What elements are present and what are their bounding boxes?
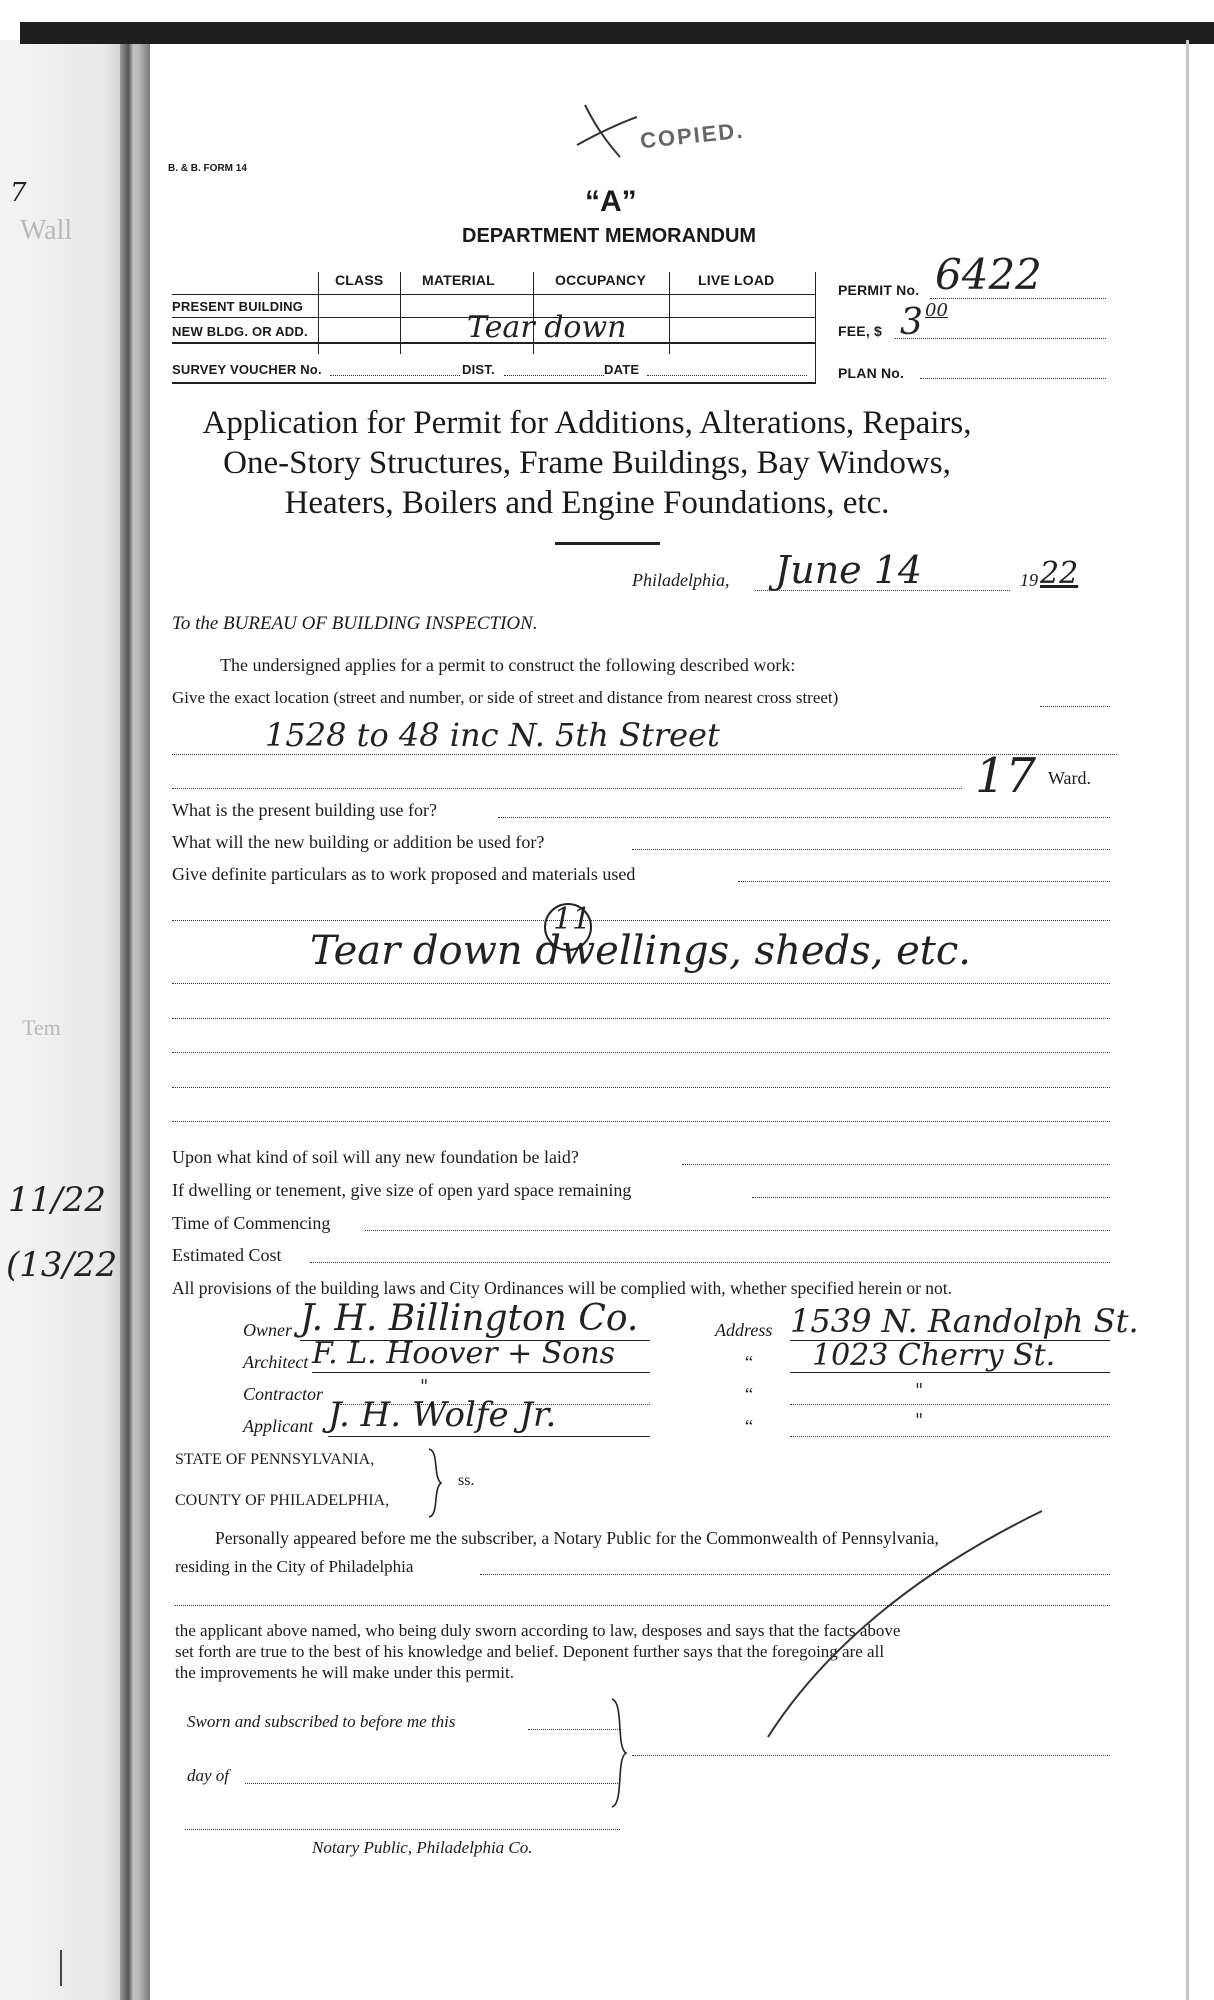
to-line: To the BUREAU OF BUILDING INSPECTION. <box>172 613 538 634</box>
commencing-question: Time of Commencing <box>172 1213 331 1233</box>
provisions-text: All provisions of the building laws and City Ordinances will be complied with, whether specified herein or not. <box>172 1278 953 1298</box>
owner-handwriting: J. H. Billington Co. <box>300 1298 639 1339</box>
ss-label: ss. <box>458 1472 475 1489</box>
location-handwriting: 1528 to 48 inc N. 5th Street <box>265 716 720 754</box>
margin-note: (13/22 <box>6 1245 118 1285</box>
owner-address-handwriting: 1539 N. Randolph St. <box>790 1302 1139 1340</box>
ditto-mark: “ <box>745 1352 753 1372</box>
ditto-mark: “ <box>745 1384 753 1404</box>
page-binding-edge <box>120 40 134 2000</box>
particulars-question: Give definite particulars as to work proposed and materials used <box>172 864 636 884</box>
year-prefix: 19 <box>1020 570 1038 590</box>
owner-label: Owner <box>243 1320 292 1340</box>
application-title-line: Application for Permit for Additions, Alterations, Repairs, <box>202 405 972 441</box>
col-header: MATERIAL <box>422 272 495 288</box>
col-header: CLASS <box>335 272 384 288</box>
permit-label: PERMIT No. <box>838 282 920 298</box>
document-title: DEPARTMENT MEMORANDUM <box>462 225 757 247</box>
state-label: STATE OF PENNSYLVANIA, <box>175 1451 375 1468</box>
address-label: Address <box>715 1320 773 1340</box>
cost-question: Estimated Cost <box>172 1245 282 1265</box>
application-title-line: One-Story Structures, Frame Buildings, Bay Windows, <box>223 445 951 481</box>
applicant-address-handwriting: " <box>915 1410 924 1431</box>
row-label: PRESENT BUILDING <box>172 299 304 314</box>
page-right-edge <box>1186 40 1189 2000</box>
survey-voucher-label: SURVEY VOUCHER No. <box>172 362 322 377</box>
architect-address-handwriting: 1023 Cherry St. <box>812 1338 1056 1373</box>
affidavit-line: the applicant above named, who being duly sworn according to law, desposes and says that the facts above <box>175 1621 901 1640</box>
present-use-question: What is the present building use for? <box>172 800 437 820</box>
form-id: B. & B. FORM 14 <box>168 163 247 174</box>
plan-label: PLAN No. <box>838 365 905 381</box>
affidavit-line: the improvements he will make under this permit. <box>175 1663 514 1682</box>
brace-icon <box>425 1447 449 1519</box>
notary-label: Notary Public, Philadelphia Co. <box>312 1838 533 1857</box>
copied-stamp: COPIED. <box>638 117 746 154</box>
ditto-mark: “ <box>745 1416 753 1436</box>
bleed-through-text: Tem <box>22 1015 61 1040</box>
place-label: Philadelphia, <box>632 570 730 590</box>
county-label: COUNTY OF PHILADELPHIA, <box>175 1492 390 1509</box>
work-description-handwriting: Tear down dwellings, sheds, etc. <box>310 928 971 974</box>
affidavit-line: set forth are true to the best of his knowledge and belief. Deponent further says that the foregoing are all <box>175 1642 885 1661</box>
ward-label: Ward. <box>1048 768 1092 788</box>
col-header: OCCUPANCY <box>555 272 646 288</box>
row-label: NEW BLDG. OR ADD. <box>172 324 308 339</box>
fee-amount: 3 <box>900 302 923 343</box>
form-letter: “A” <box>585 185 637 218</box>
soil-question: Upon what kind of soil will any new foundation be laid? <box>172 1147 579 1167</box>
fee-cents: 00 <box>925 300 948 321</box>
scan-top-bar <box>20 22 1214 44</box>
location-question: Give the exact location (street and number, or side of street and distance from nearest cross street) <box>172 688 839 707</box>
memo-table <box>172 272 816 384</box>
pen-stroke <box>760 1505 1050 1745</box>
margin-note: 7 <box>10 178 27 208</box>
new-use-question: What will the new building or addition be used for? <box>172 832 545 852</box>
contractor-handwriting: " <box>420 1376 429 1397</box>
permit-number: 6422 <box>935 250 1042 299</box>
application-title-line: Heaters, Boilers and Engine Foundations, etc. <box>284 485 890 521</box>
ward-handwriting: 17 <box>975 748 1037 804</box>
scan-artifact <box>60 1950 62 1986</box>
applicant-label: Applicant <box>243 1416 313 1436</box>
architect-label: Architect <box>243 1352 309 1372</box>
title-rule <box>555 542 660 545</box>
bleed-through-text: Wall <box>20 215 73 246</box>
sworn-text: Sworn and subscribed to before me this <box>187 1712 456 1731</box>
date-label: DATE <box>604 362 640 377</box>
circled-number: 11 <box>553 902 592 937</box>
architect-handwriting: F. L. Hoover + Sons <box>312 1336 616 1371</box>
col-header: LIVE LOAD <box>698 272 775 288</box>
margin-note: 11/22 <box>8 1180 106 1220</box>
brace-icon <box>608 1697 632 1809</box>
contractor-address-handwriting: " <box>915 1380 924 1401</box>
appeared-text: Personally appeared before me the subscriber, a Notary Public for the Commonwealth of Pennsylvania, <box>215 1528 939 1548</box>
applicant-handwriting: J. H. Wolfe Jr. <box>328 1395 557 1435</box>
yard-question: If dwelling or tenement, give size of open yard space remaining <box>172 1180 632 1200</box>
dist-label: DIST. <box>462 362 495 377</box>
intro-text: The undersigned applies for a permit to construct the following described work: <box>220 655 796 675</box>
fee-label: FEE, $ <box>838 323 882 339</box>
x-mark-icon <box>565 95 645 165</box>
residing-text: residing in the City of Philadelphia <box>175 1557 414 1576</box>
year-handwriting: 22 <box>1040 556 1079 591</box>
day-of-text: day of <box>187 1766 230 1785</box>
occupancy-handwriting: Tear down <box>467 310 627 345</box>
contractor-label: Contractor <box>243 1384 324 1404</box>
date-handwriting: June 14 <box>775 548 923 592</box>
